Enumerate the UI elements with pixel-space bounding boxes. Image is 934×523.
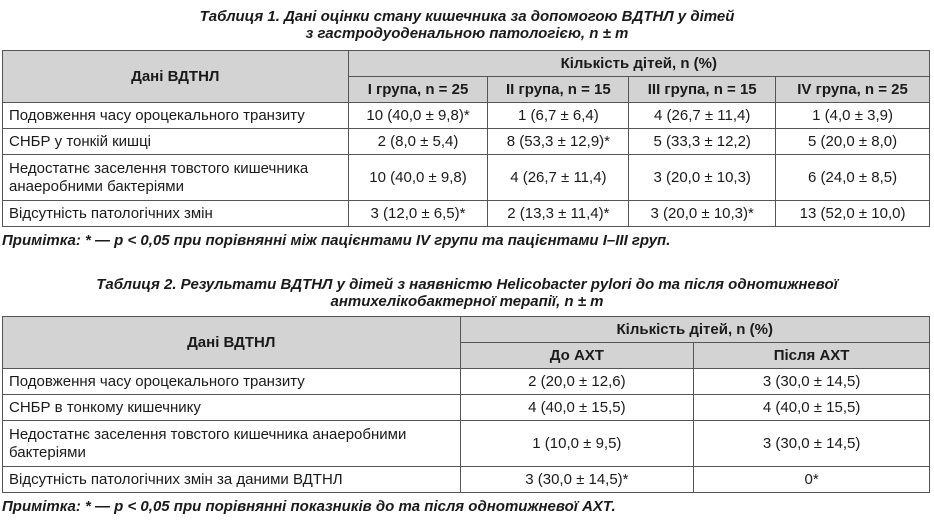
row-label: Відсутність патологічних змін за даними ВДТНЛ [3, 467, 461, 493]
cell-value: 2 (20,0 ± 12,6) [460, 369, 694, 395]
table1 [2, 50, 930, 227]
table2-caption-line2: антихелікобактерної терапії, n ± m [330, 293, 604, 310]
row-label [3, 155, 349, 201]
cell-value: 4 (40,0 ± 15,5) [460, 395, 694, 421]
table2-caption [0, 276, 934, 310]
cell-value: 4 (26,7 ± 11,4) [629, 103, 776, 129]
table-row [3, 129, 930, 155]
table1-caption-line2: з гастродуоденальною патологією, n ± m [305, 25, 629, 42]
row-label [3, 421, 461, 467]
table-row [3, 103, 930, 129]
table1-col-2: ІІ група, n = 15 [488, 77, 629, 103]
cell-value: 3 (20,0 ± 10,3)* [629, 201, 776, 227]
cell-value: 6 (24,0 ± 8,5) [776, 155, 930, 201]
table2-col-1: До АХТ [460, 343, 694, 369]
cell-value: 8 (53,3 ± 12,9)* [488, 129, 629, 155]
cell-value: 4 (40,0 ± 15,5) [694, 395, 930, 421]
table1-note: Примітка: * — р < 0,05 при порівнянні між пацієнтами IV групи та пацієнтами I–III груп. [2, 232, 671, 249]
table2-col-2: Після АХТ [694, 343, 930, 369]
cell-value: 5 (33,3 ± 12,2) [629, 129, 776, 155]
cell-value: 3 (30,0 ± 14,5) [694, 369, 930, 395]
table-row [3, 467, 930, 493]
cell-value: 2 (8,0 ± 5,4) [348, 129, 488, 155]
table-row [3, 421, 930, 467]
cell-value: 1 (10,0 ± 9,5) [460, 421, 694, 467]
row-label-line1: Недостатнє заселення товстого кишечника [9, 159, 309, 177]
row-label-line2: бактеріями [9, 443, 86, 461]
table2-caption-line1: Таблиця 2. Результати ВДТНЛ у дітей з наявністю Helicobacter pylori до та після однотижневої [96, 276, 838, 293]
cell-value: 3 (30,0 ± 14,5) [694, 421, 930, 467]
cell-value: 1 (6,7 ± 6,4) [488, 103, 629, 129]
cell-value: 4 (26,7 ± 11,4) [488, 155, 629, 201]
table1-caption-line1: Таблиця 1. Дані оцінки стану кишечника за допомогою ВДТНЛ у дітей [199, 8, 735, 25]
table2-header-left: Дані ВДТНЛ [3, 317, 461, 369]
cell-value: 2 (13,3 ± 11,4)* [488, 201, 629, 227]
table2-note: Примітка: * — р < 0,05 при порівнянні показників до та після однотижневої АХТ. [2, 498, 616, 515]
cell-value: 13 (52,0 ± 10,0) [776, 201, 930, 227]
cell-value: 3 (30,0 ± 14,5)* [460, 467, 694, 493]
cell-value: 10 (40,0 ± 9,8)* [348, 103, 488, 129]
row-label: СНБР в тонкому кишечнику [3, 395, 461, 421]
row-label: Подовження часу ороцекального транзиту [3, 103, 349, 129]
table1-header-group: Кількість дітей, n (%) [348, 51, 929, 77]
table1-col-4: ІV група, n = 25 [776, 77, 930, 103]
table-row [3, 369, 930, 395]
cell-value: 1 (4,0 ± 3,9) [776, 103, 930, 129]
row-label-line2: анаеробними бактеріями [9, 177, 184, 195]
row-label: Подовження часу ороцекального транзиту [3, 369, 461, 395]
table1-col-3: ІІІ група, n = 15 [629, 77, 776, 103]
table2-header-row [3, 317, 930, 343]
table-row [3, 395, 930, 421]
table1-header-row [3, 51, 930, 77]
cell-value: 3 (20,0 ± 10,3) [629, 155, 776, 201]
cell-value: 0* [694, 467, 930, 493]
table1-header-left: Дані ВДТНЛ [3, 51, 349, 103]
table1-col-1: І група, n = 25 [348, 77, 488, 103]
table1-caption [0, 8, 934, 42]
row-label-line1: Недостатнє заселення товстого кишечника анаеробними [9, 425, 407, 443]
table-row [3, 155, 930, 201]
row-label: Відсутність патологічних змін [3, 201, 349, 227]
cell-value: 5 (20,0 ± 8,0) [776, 129, 930, 155]
table2 [2, 316, 930, 493]
table-row [3, 201, 930, 227]
cell-value: 3 (12,0 ± 6,5)* [348, 201, 488, 227]
row-label: СНБР у тонкій кишці [3, 129, 349, 155]
table2-header-group: Кількість дітей, n (%) [460, 317, 930, 343]
cell-value: 10 (40,0 ± 9,8) [348, 155, 488, 201]
